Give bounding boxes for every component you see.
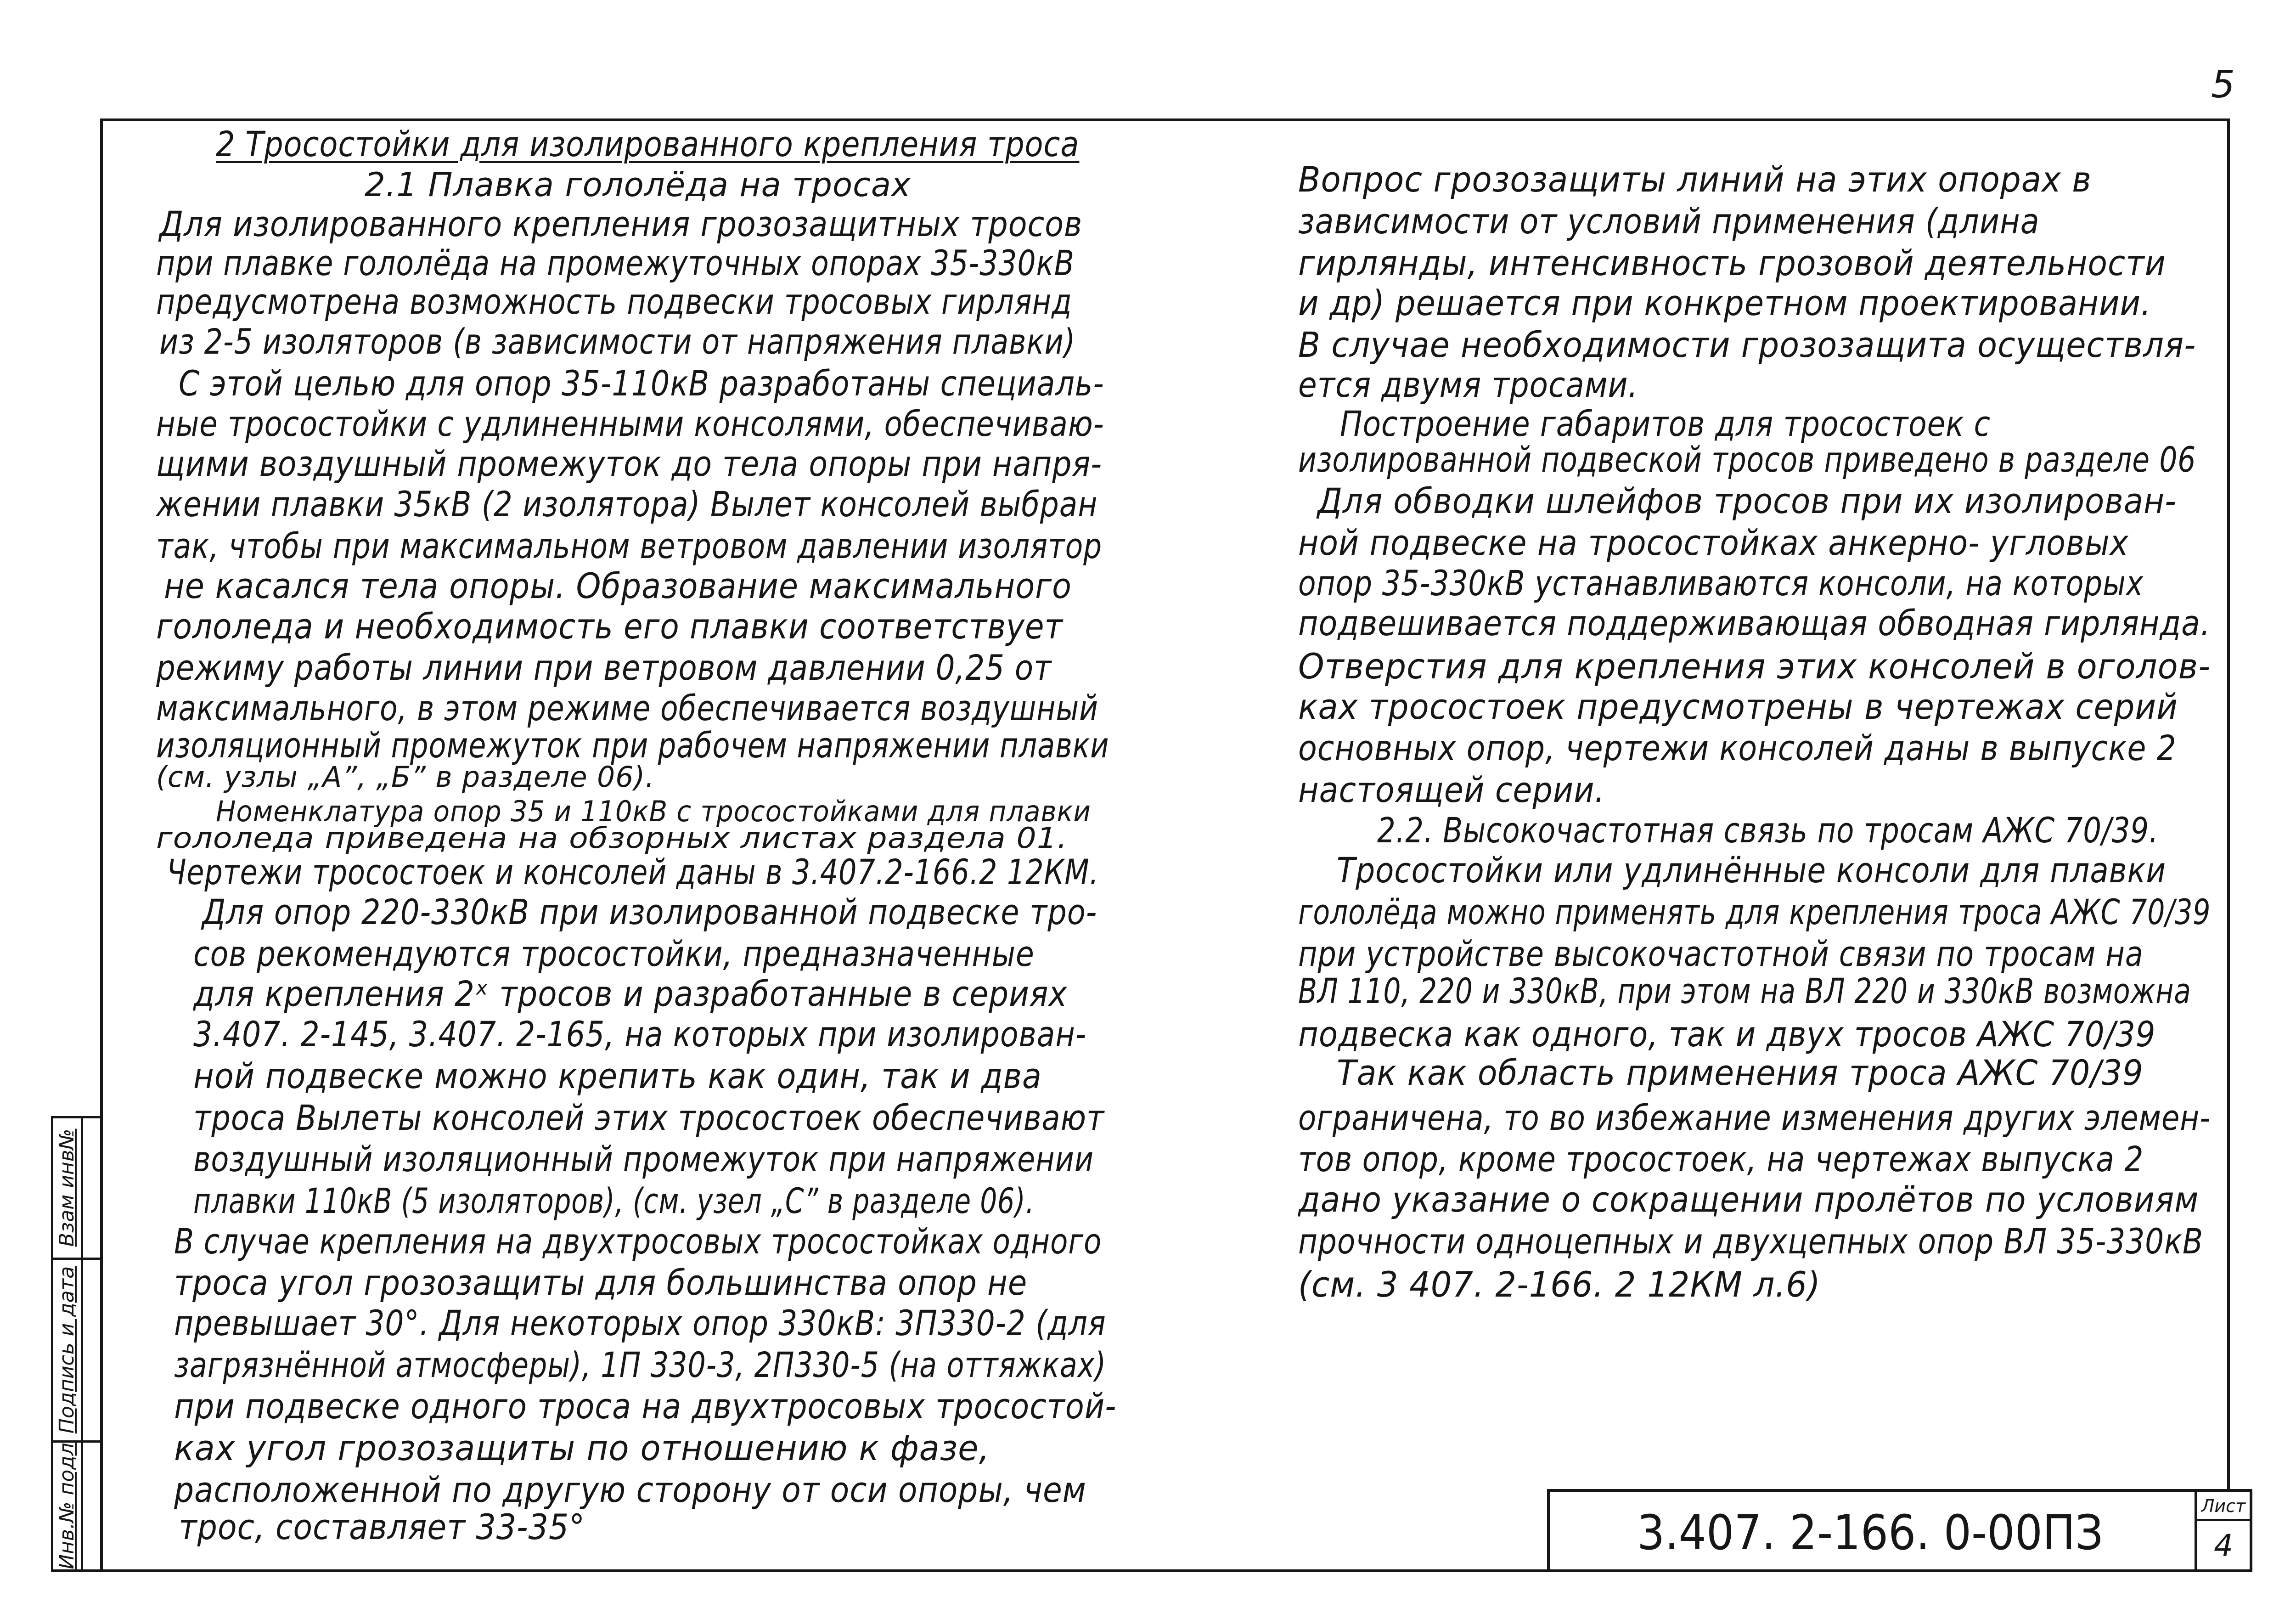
- original-inventory-label: Инв.№ подл: [55, 1443, 79, 1569]
- left-text-line: Для опор 220-330кВ при изолированной подвеске тро-: [202, 891, 1097, 932]
- sheet-label: Лист: [2201, 1496, 2246, 1516]
- right-text-line: изолированной подвеской тросов приведено в разделе 06: [1298, 439, 2196, 480]
- left-text-line: щими воздушный промежуток до тела опоры при напря-: [156, 443, 1103, 484]
- side-strip-divider: [51, 1116, 101, 1118]
- right-text-line: настоящей серии.: [1298, 769, 1605, 810]
- left-text-line: расположенной по другую сторону от оси опоры, чем: [174, 1469, 1086, 1510]
- left-text-line: плавки 110кВ (5 изоляторов), (см. узел „С” в разделе 06).: [193, 1180, 1035, 1221]
- right-text-line: прочности одноцепных и двухцепных опор ВЛ 35-330кВ: [1298, 1221, 2203, 1262]
- section-heading: 2 Тросостойки для изолированного крепления троса: [216, 124, 1080, 164]
- left-text-line: при плавке гололёда на промежуточных опорах 35-330кВ: [156, 243, 1075, 283]
- frame-top-border: [100, 118, 2230, 121]
- right-text-line: Построение габаритов для тросостоек с: [1340, 403, 1991, 444]
- left-text-line: изоляционный промежуток при рабочем напряжении плавки: [156, 725, 1109, 766]
- left-text-line: режиму работы линии при ветровом давлении 0,25 от: [156, 647, 1052, 688]
- left-text-line: трос, составляет 33-35°: [179, 1506, 585, 1547]
- left-text-line: превышает 30°. Для некоторых опор 330кВ: 3П330-2 (для: [174, 1303, 1106, 1343]
- left-text-line: воздушный изоляционный промежуток при напряжении: [193, 1139, 1094, 1179]
- right-text-line: гирлянды, интенсивность грозовой деятельности: [1298, 243, 2166, 283]
- document-designation: 3.407. 2-166. 0-00ПЗ: [1637, 1505, 2104, 1561]
- left-text-line: предусмотрена возможность подвески тросовых гирлянд: [156, 281, 1072, 322]
- right-text-line: гололёда можно применять для крепления троса АЖС 70/39: [1298, 891, 2211, 932]
- right-text-line: тов опор, кроме тросостоек, на чертежах выпуска 2: [1298, 1139, 2144, 1179]
- right-text-line: зависимости от условий применения (длина: [1298, 201, 2040, 242]
- title-block-left-line: [1547, 1489, 1550, 1572]
- left-text-line: ках угол грозозащиты по отношению к фазе,: [174, 1427, 990, 1468]
- left-text-line: ные тросостойки с удлиненными консолями, обеспечиваю-: [156, 403, 1104, 444]
- sheet-number: 4: [2214, 1528, 2233, 1563]
- right-text-line: опор 35-330кВ устанавливаются консоли, на которых: [1298, 563, 2144, 604]
- right-text-line: В случае необходимости грозозащита осуществля-: [1298, 324, 2196, 365]
- left-text-line: так, чтобы при максимальном ветровом давлении изолятор: [156, 525, 1103, 566]
- right-text-line: при устройстве высокочастотной связи по тросам на: [1298, 933, 2144, 974]
- left-text-line: гололеда и необходимость его плавки соответствует: [156, 606, 1063, 647]
- left-text-line: гололеда приведена на обзорных листах раздела 01.: [156, 821, 1068, 855]
- left-text-line: для крепления 2ˣ тросов и разработанные в сериях: [193, 973, 1068, 1014]
- left-text-line: С этой целью для опор 35-110кВ разработаны специаль-: [179, 363, 1104, 404]
- left-text-line: максимального, в этом режиме обеспечивается воздушный: [156, 688, 1098, 728]
- right-text-line: (см. 3 407. 2-166. 2 12КМ л.6): [1298, 1264, 1821, 1305]
- side-strip-divider: [51, 1258, 101, 1260]
- left-text-line: (см. узлы „А”, „Б” в разделе 06).: [156, 760, 655, 794]
- right-text-line: дано указание о сокращении пролётов по условиям: [1298, 1179, 2199, 1220]
- right-text-line: Отверстия для крепления этих консолей в оголов-: [1298, 646, 2211, 687]
- page-number: 5: [2211, 63, 2235, 107]
- left-text-line: при подвеске одного троса на двухтросовых тросостой-: [174, 1386, 1117, 1427]
- left-text-line: сов рекомендуются тросостойки, предназначенные: [193, 933, 1035, 974]
- right-text-line: ограничена, то во избежание изменения других элемен-: [1298, 1097, 2211, 1138]
- right-text-line: Тросостойки или удлинённые консоли для плавки: [1337, 850, 2167, 891]
- left-text-line: В случае крепления на двухтросовых тросостойках одного: [174, 1221, 1102, 1262]
- side-strip-outer-line: [51, 1116, 53, 1572]
- left-text-line: загрязнённой атмосферы), 1П 330-3, 2П330-5 (на оттяжках): [174, 1344, 1107, 1385]
- right-text-line: Так как область применения троса АЖС 70/39: [1337, 1052, 2144, 1093]
- left-text-line: троса угол грозозащиты для большинства опор не: [174, 1262, 1028, 1303]
- left-text-line: Для изолированного крепления грозозащитных тросов: [159, 203, 1083, 244]
- right-text-line: подвешивается поддерживающая обводная гирлянда.: [1298, 603, 2211, 643]
- frame-left-border: [100, 118, 103, 1572]
- left-text-line: ной подвеске можно крепить как один, так и два: [193, 1055, 1042, 1096]
- left-text-line: не касался тела опоры. Образование максимального: [164, 565, 1072, 606]
- title-block-top-line: [1547, 1489, 2252, 1492]
- right-text-line: ках тросостоек предусмотрены в чертежах серий: [1298, 686, 2178, 727]
- left-text-line: из 2-5 изоляторов (в зависимости от напряжения плавки): [159, 321, 1076, 362]
- right-text-line: основных опор, чертежи консолей даны в выпуске 2: [1298, 728, 2177, 768]
- left-text-line: 3.407. 2-145, 3.407. 2-165, на которых при изолирован-: [193, 1014, 1087, 1055]
- right-text-line: подвеска как одного, так и двух тросов АЖС 70/39: [1298, 1014, 2156, 1055]
- right-text-line: и др) решается при конкретном проектировании.: [1298, 282, 2151, 323]
- right-text-line: ВЛ 110, 220 и 330кВ, при этом на ВЛ 220 и 330кВ возможна: [1298, 970, 2191, 1011]
- side-strip-inner-line: [81, 1116, 83, 1572]
- right-text-line: ной подвеске на тросостойках анкерно- угловых: [1298, 522, 2129, 563]
- frame-right-border: [2227, 118, 2230, 1492]
- right-text-line: 2.2. Высокочастотная связь по тросам АЖС 70/39.: [1377, 810, 2159, 851]
- right-text-line: ется двумя тросами.: [1298, 364, 1638, 405]
- left-text-line: Чертежи тросостоек и консолей даны в 3.407.2-166.2 12КМ.: [167, 852, 1099, 892]
- left-text-line: троса Вылеты консолей этих тросостоек обеспечивают: [193, 1097, 1105, 1138]
- right-text-line: Для обводки шлейфов тросов при их изолирован-: [1317, 480, 2177, 521]
- signature-date-label: Подпись и дата: [55, 1266, 79, 1434]
- replacement-inventory-label: Взам инв№: [55, 1128, 79, 1247]
- subsection-heading: 2.1 Плавка гололёда на тросах: [365, 165, 911, 204]
- frame-bottom-border: [51, 1569, 2252, 1572]
- left-text-line: Номенклатура опор 35 и 110кВ с тросостойками для плавки: [216, 795, 1091, 828]
- left-text-line: жении плавки 35кВ (2 изолятора) Вылет консолей выбран: [156, 484, 1098, 525]
- right-text-line: Вопрос грозозащиты линий на этих опорах в: [1298, 159, 2092, 200]
